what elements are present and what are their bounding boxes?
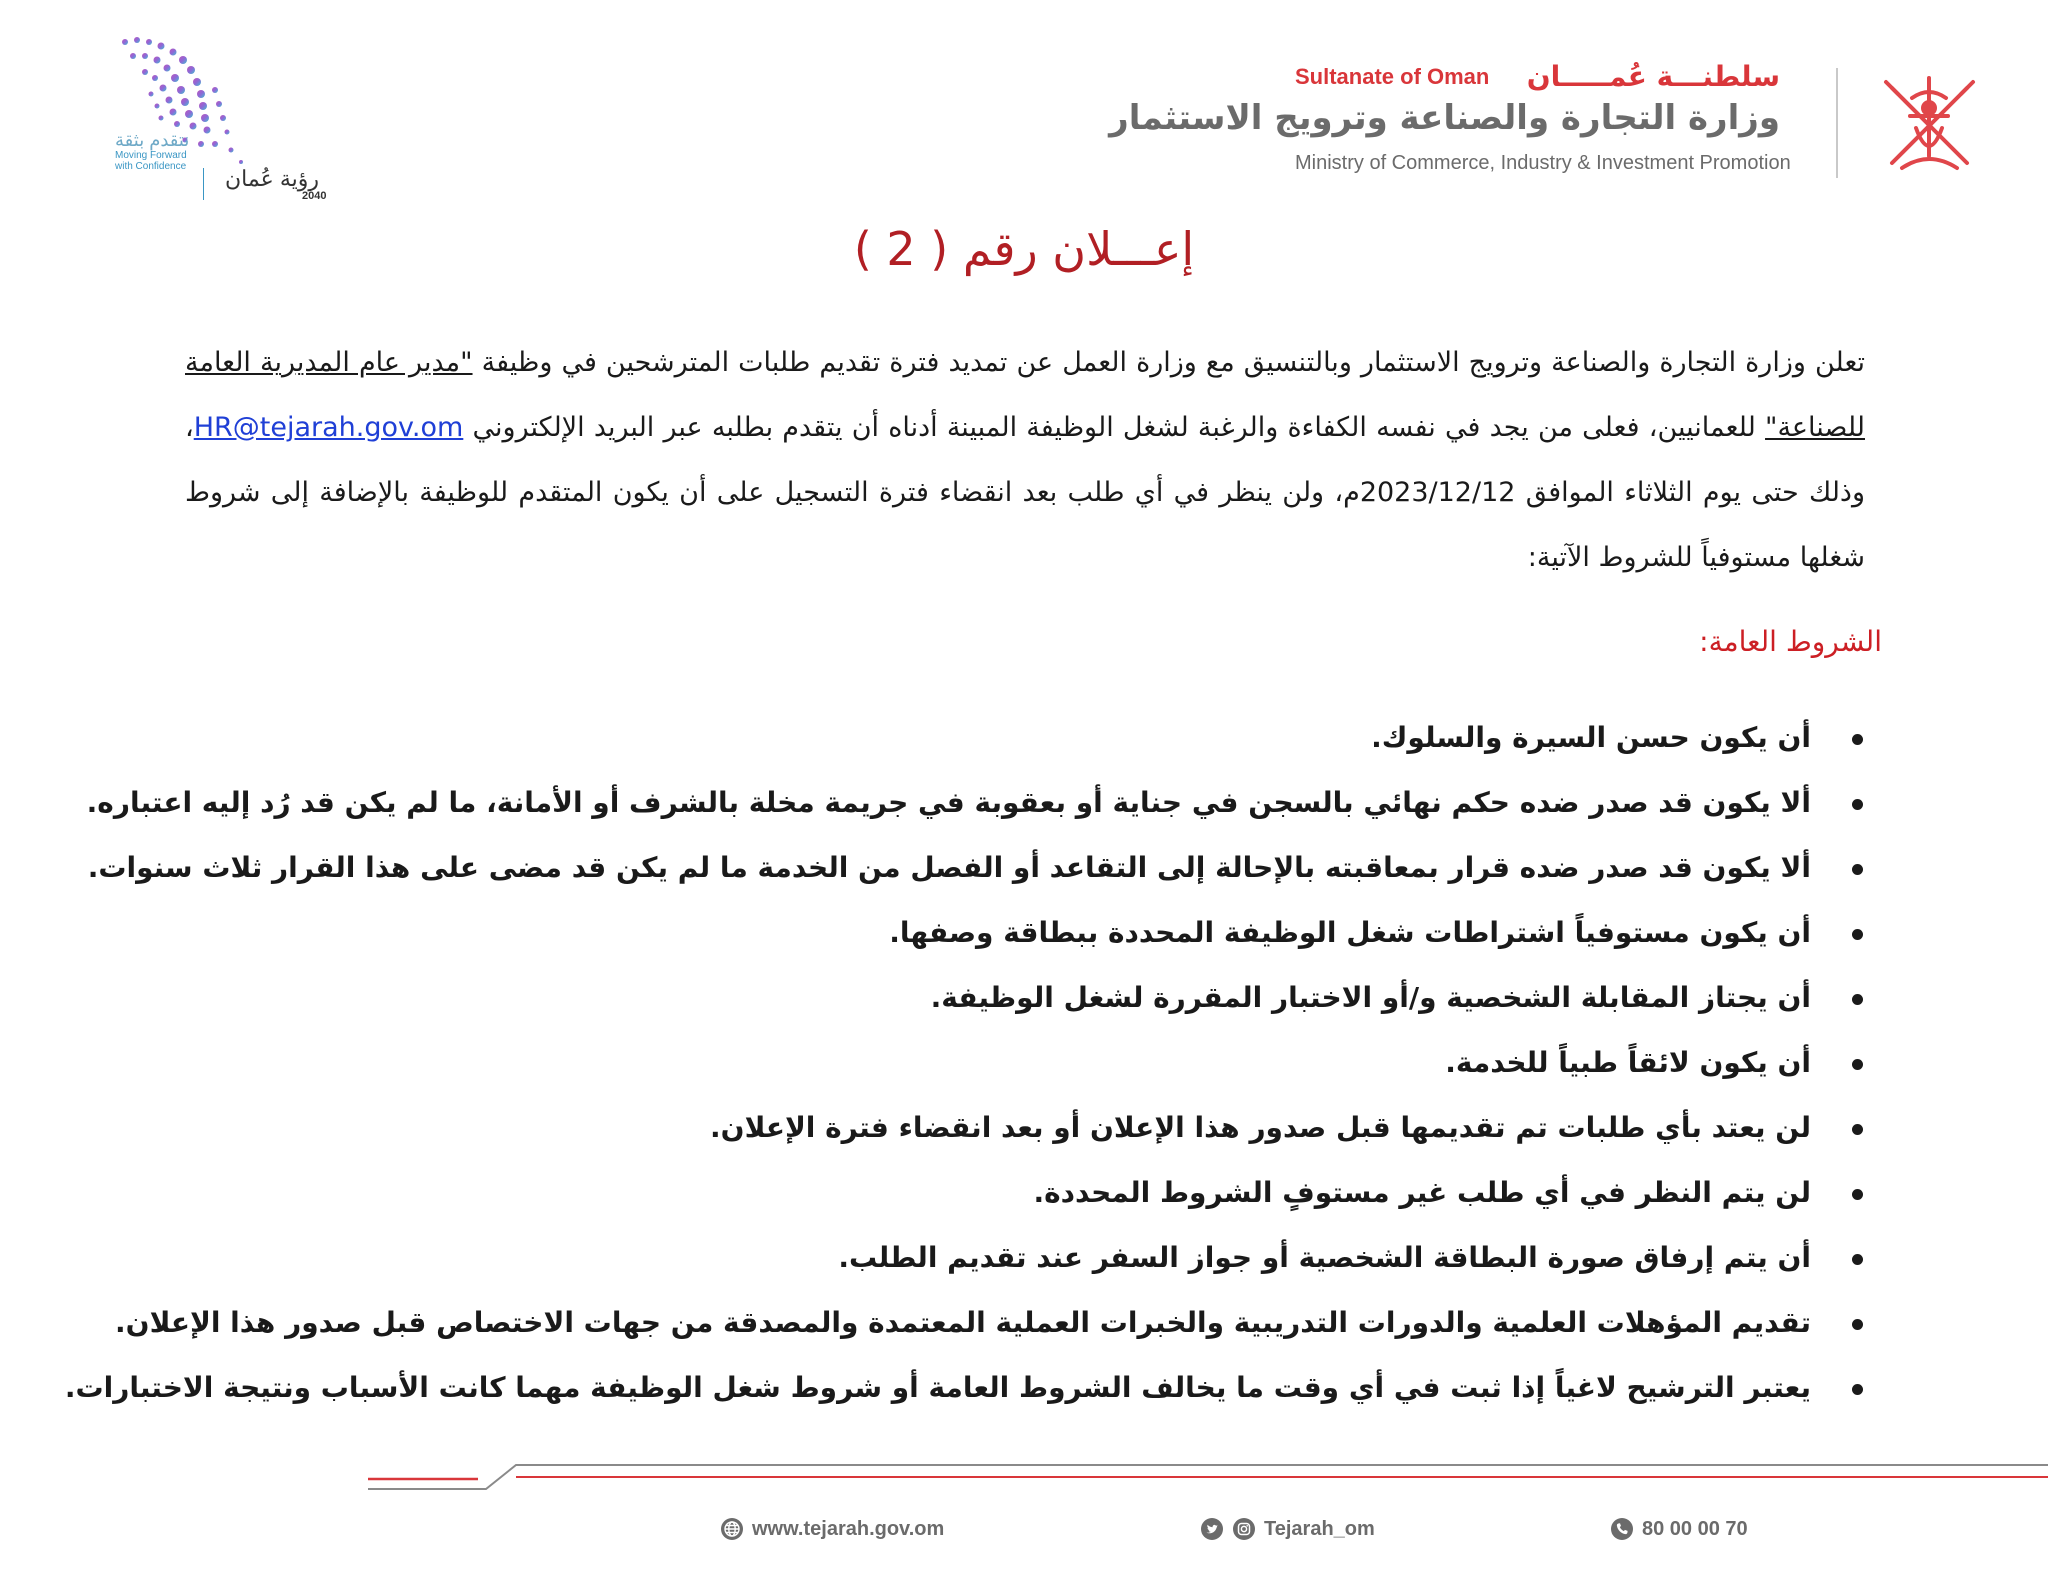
announcement-title: إعـــلان رقم ( 2 ) — [853, 222, 1195, 276]
intro-text-part2: للعمانيين، فعلى من يجد في نفسه الكفاءة والرغبة لشغل الوظيفة المبينة أدناه أن يتقدم بطلبه عبر البريد الإلكتروني — [463, 412, 1766, 443]
condition-item: لن يتم النظر في أي طلب غير مستوفٍ الشروط المحددة. — [163, 1165, 1863, 1230]
email-link[interactable]: HR@tejarah.gov.om — [193, 412, 464, 443]
phone-icon — [1610, 1517, 1634, 1541]
job-title: "مدير عام المديرية العامة للصناعة" — [185, 347, 1865, 443]
social-handle-text: Tejarah_om — [1264, 1517, 1375, 1540]
intro-paragraph — [185, 330, 1865, 590]
ministry-name-en: Ministry of Commerce, Industry & Investment Promotion — [1295, 152, 1791, 174]
instagram-icon — [1232, 1517, 1256, 1541]
footer-phone[interactable] — [1610, 1517, 1748, 1541]
condition-item: ألا يكون قد صدر ضده قرار بمعاقبته بالإحالة إلى التقاعد أو الفصل من الخدمة ما لم يكن قد مضى على هذا القرار ثلاث سنوات. — [163, 840, 1863, 905]
vision-slogan-ar: نتقدم بثقة — [115, 130, 190, 150]
intro-text-part3: ، وذلك حتى يوم الثلاثاء الموافق 2023/12/12م، ولن ينظر في أي طلب بعد انقضاء فترة التسجيل على أن يكون المتقدم للوظيفة بالإضافة إلى شروط شغلها مستوفياً للشروط الآتية: — [185, 412, 1865, 573]
oman-vision-2040-logo — [55, 30, 327, 202]
vision-divider — [203, 168, 204, 200]
globe-icon — [720, 1517, 744, 1541]
condition-item: أن يكون مستوفياً اشتراطات شغل الوظيفة المحددة ببطاقة وصفها. — [163, 905, 1863, 970]
footer-social[interactable] — [1200, 1517, 1375, 1541]
phone-number-text: 80 00 00 70 — [1642, 1517, 1748, 1540]
condition-item: يعتبر الترشيح لاغياً إذا ثبت في أي وقت ما يخالف الشروط العامة أو شروط شغل الوظيفة مهما كانت الأسباب ونتيجة الاختبارات. — [163, 1360, 1863, 1425]
condition-item: تقديم المؤهلات العلمية والدورات التدريبية والخبرات العملية المعتمدة والمصدقة من جهات الاختصاص قبل صدور هذا الإعلان. — [163, 1295, 1863, 1360]
ministry-header — [1109, 60, 2000, 190]
condition-item: أن يجتاز المقابلة الشخصية و/أو الاختبار المقررة لشغل الوظيفة. — [163, 970, 1863, 1035]
header-divider — [1836, 68, 1838, 178]
footer-divider-lines — [368, 1455, 2048, 1505]
condition-item: أن يكون لائقاً طبياً للخدمة. — [163, 1035, 1863, 1100]
general-conditions-heading: الشروط العامة: — [1699, 625, 1882, 658]
oman-emblem-icon — [1872, 68, 1987, 178]
intro-text-part1: تعلن وزارة التجارة والصناعة وترويج الاستثمار وبالتنسيق مع وزارة العمل عن تمديد فترة تقديم طلبات المترشحين في وظيفة — [472, 347, 1865, 378]
twitter-icon — [1200, 1517, 1224, 1541]
footer-website[interactable] — [720, 1517, 944, 1541]
sultanate-name-ar: سلطنـــة عُمـــــان — [1526, 60, 1780, 93]
vision-year: 2040 — [302, 190, 327, 202]
sultanate-name-en: Sultanate of Oman — [1295, 64, 1490, 89]
condition-item: ألا يكون قد صدر ضده حكم نهائي بالسجن في جناية أو بعقوبة في جريمة مخلة بالشرف أو الأمانة، ما لم يكن قد رُد إليه اعتباره. — [163, 775, 1863, 840]
condition-item: أن يتم إرفاق صورة البطاقة الشخصية أو جواز السفر عند تقديم الطلب. — [163, 1230, 1863, 1295]
ministry-name-ar: وزارة التجارة والصناعة وترويج الاستثمار — [1109, 98, 1780, 138]
conditions-list — [64, 710, 1863, 1425]
condition-item: لن يعتد بأي طلبات تم تقديمها قبل صدور هذا الإعلان أو بعد انقضاء فترة الإعلان. — [163, 1100, 1863, 1165]
website-text: www.tejarah.gov.om — [752, 1517, 945, 1540]
condition-item: أن يكون حسن السيرة والسلوك. — [163, 710, 1863, 775]
vision-slogan-en: Moving Forward with Confidence — [115, 150, 187, 172]
vision-oman-text: رؤية عُمان — [225, 166, 319, 191]
